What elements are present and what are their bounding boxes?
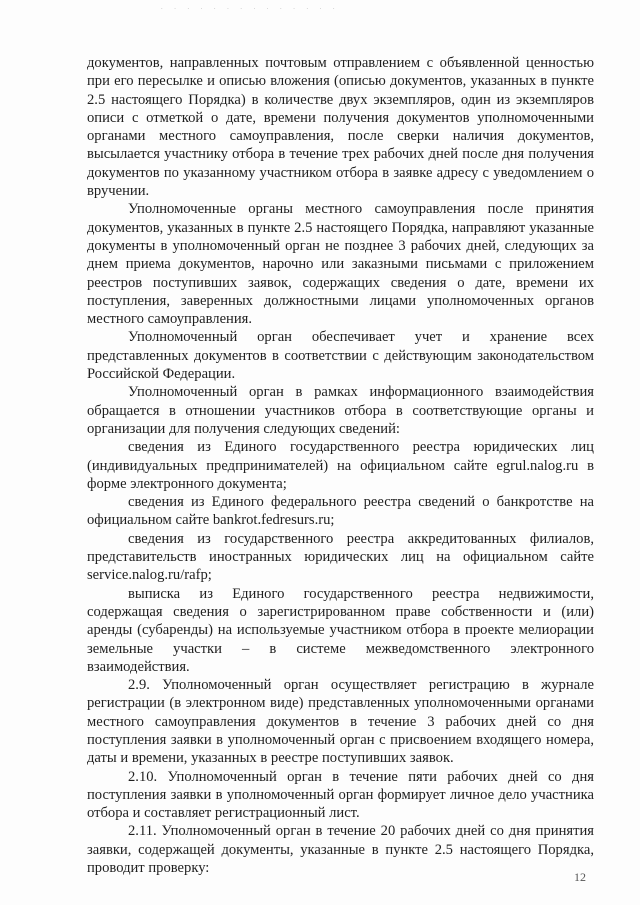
paragraph-local-authorities: Уполномоченные органы местного самоуправления после принятия документов, указанных в пункте 2.5 настоящего Порядка, направляют указанные документы в уполномоченный орган не позднее 3 рабочих дней, следующих за днем приема документов, нарочно или заказными письмами с приложением реестров поступивших заявок, содержащих сведения о дате, времени их поступления, заверенных должностными лицами уполномоченных органов местного самоуправления.	[87, 201, 594, 328]
list-item-rafp: сведения из государственного реестра аккредитованных филиалов, представительств иностранных юридических лиц на официальном сайте service.nalog.ru/rafp;	[87, 530, 594, 584]
document-body	[87, 54, 594, 877]
paragraph-information-exchange: Уполномоченный орган в рамках информационного взаимодействия обращается в отношении участников отбора в соответствующие органы и организации для получения следующих сведений:	[87, 384, 594, 437]
clause-2-11: 2.11. Уполномоченный орган в течение 20 рабочих дней со дня принятия заявки, содержащей документы, указанные в пункте 2.5 настоящего Порядка, проводит проверку:	[87, 823, 594, 877]
list-item-egrn: выписка из Единого государственного реестра недвижимости, содержащая сведения о зарегистрированном праве собственности и (или) аренды (субаренды) на используемые участником отбора в проекте мелиорации земельные участки – в системе межведомственного электронного взаимодействия.	[87, 585, 594, 675]
list-item-egrul: сведения из Единого государственного реестра юридических лиц (индивидуальных предпринимателей) на официальном сайте egrul.nalog.ru в форме электронного документа;	[87, 439, 594, 492]
paragraph-continuation: документов, направленных почтовым отправлением с объявленной ценностью при его пересылке и описью вложения (описью документов, указанных в пункте 2.5 настоящего Порядка) в количестве двух экземпляров, один из экземпляров описи с отметкой о дате, времени получения документов уполномоченными органами местного самоуправления, после сверки наличия документов, высылается участнику отбора в течение трех рабочих дней после дня получения документов по указанному участником отбора в заявке адресу с уведомлением о вручении.	[87, 55, 594, 200]
scan-artifact: . . . . . . . . . . . . . .	[160, 4, 339, 11]
clause-2-10: 2.10. Уполномоченный орган в течение пяти рабочих дней со дня поступления заявки в уполномоченный орган формирует личное дело участника отбора и составляет регистрационный лист.	[87, 768, 594, 822]
paragraph-record-keeping: Уполномоченный орган обеспечивает учет и хранение всех представленных документов в соответствии с действующим законодательством Российской Федерации.	[87, 329, 594, 383]
page-number: 12	[574, 870, 586, 884]
list-item-bankrot: сведения из Единого федерального реестра сведений о банкротстве на официальном сайте bankrot.fedresurs.ru;	[87, 494, 594, 529]
clause-2-9: 2.9. Уполномоченный орган осуществляет регистрацию в журнале регистрации (в электронном виде) представленных уполномоченными органами местного самоуправления документов в течение 3 рабочих дней со дня поступления заявки в уполномоченный орган с присвоением входящего номера, даты и времени, указанных в реестре поступивших заявок.	[87, 677, 594, 767]
